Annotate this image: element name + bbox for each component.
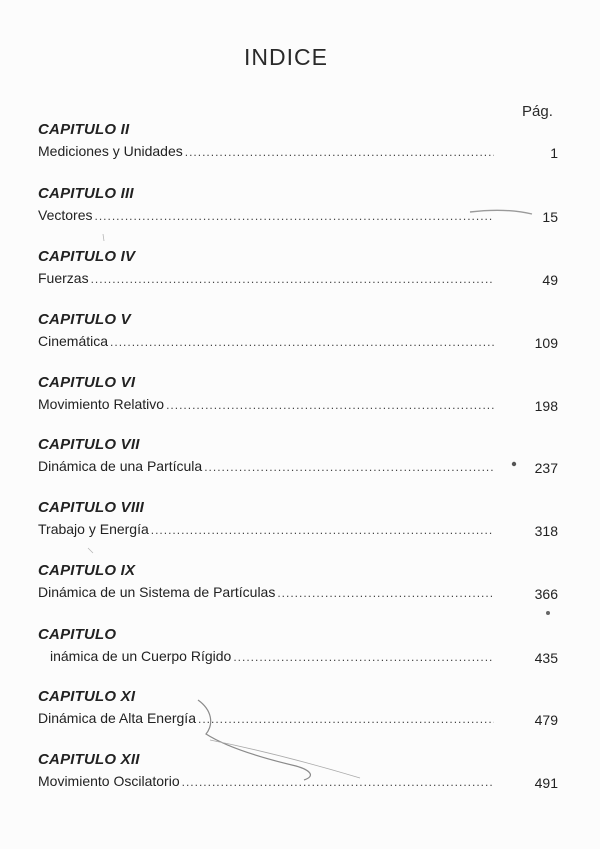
- page-column-label: Pág.: [522, 103, 553, 120]
- page-number: 366: [534, 586, 558, 602]
- pencil-stroke: [103, 234, 104, 241]
- pencil-stroke: [470, 210, 532, 214]
- page-number: 198: [534, 398, 558, 414]
- chapter-heading: CAPITULO III: [38, 185, 134, 202]
- pencil-stroke: [198, 700, 310, 780]
- page-number: 491: [534, 775, 558, 791]
- chapter-title: Trabajo y Energía: [38, 521, 149, 537]
- page-number: 318: [534, 523, 558, 539]
- page-number: 15: [542, 209, 558, 225]
- chapter-heading: CAPITULO XI: [38, 688, 136, 705]
- chapter-title: Vectores: [38, 207, 93, 223]
- chapter-title: Movimiento Oscilatorio: [38, 773, 180, 789]
- page-number: 479: [534, 712, 558, 728]
- chapter-heading: CAPITULO V: [38, 311, 131, 328]
- chapter-heading: CAPITULO II: [38, 121, 130, 138]
- chapter-title: Cinemática: [38, 333, 109, 349]
- chapter-heading: CAPITULO XII: [38, 751, 140, 768]
- page-number: 109: [534, 335, 558, 351]
- chapter-title: Dinámica de una Partícula: [38, 458, 203, 474]
- chapter-heading: CAPITULO IX: [38, 562, 136, 579]
- page-number: 49: [542, 272, 558, 288]
- pencil-stroke: [88, 548, 93, 553]
- chapter-heading: CAPITULO VI: [38, 374, 136, 391]
- chapter-title: Fuerzas: [38, 270, 89, 286]
- page-number: 435: [534, 650, 558, 666]
- pencil-stroke: [210, 740, 360, 778]
- ink-dot: [512, 462, 516, 466]
- chapter-title: Dinámica de un Sistema de Partículas: [38, 584, 276, 600]
- page-number: 237: [534, 460, 558, 476]
- page-number: 1: [550, 145, 558, 161]
- page-title: INDICE: [244, 44, 328, 70]
- chapter-heading: CAPITULO VIII: [38, 499, 144, 516]
- chapter-title: Dinámica de Alta Energía: [38, 710, 196, 726]
- chapter-title: Movimiento Relativo: [38, 396, 165, 412]
- chapter-title: Mediciones y Unidades: [38, 143, 183, 159]
- chapter-heading: CAPITULO VII: [38, 436, 140, 453]
- chapter-heading: CAPITULO IV: [38, 248, 136, 265]
- ink-dot: [546, 611, 550, 615]
- chapter-heading: CAPITULO: [38, 626, 117, 643]
- chapter-title: inámica de un Cuerpo Rígido: [50, 648, 232, 664]
